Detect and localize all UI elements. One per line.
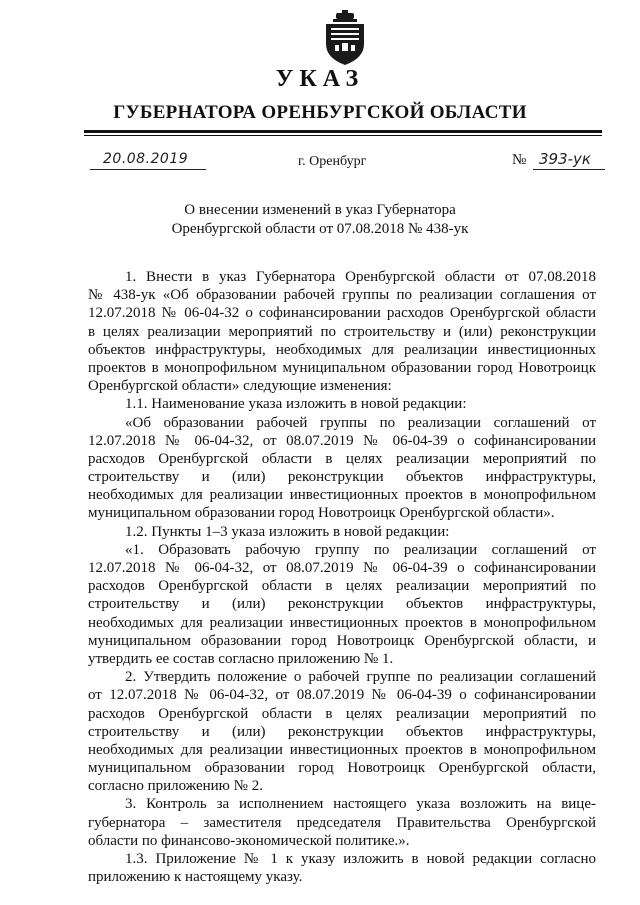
body-line: необходимых для реализации инвестиционных проектов в монопрофильном bbox=[88, 614, 596, 631]
body-line: расходов Оренбургской области в целях реализации мероприятий по bbox=[88, 578, 596, 595]
body-line: проектов в монопрофильном муниципальном образовании город Новотроицк bbox=[88, 359, 596, 376]
body-line: 1.3. Приложение № 1 к указу изложить в новой редакции согласно bbox=[125, 851, 596, 867]
body-line: муниципальном образовании город Новотроицк Оренбургской области, и bbox=[88, 632, 596, 649]
body-line: расходов Оренбургской области в целях реализации мероприятий по bbox=[88, 450, 596, 467]
date-underline bbox=[90, 169, 206, 170]
document-title: УКАЗ bbox=[275, 66, 365, 92]
body-line: «Об образовании рабочей группы по реализации соглашений от bbox=[125, 414, 596, 431]
body-line: муниципальном образовании город Новотроицк Оренбургской области, bbox=[88, 760, 596, 777]
body-line: необходимых для реализации инвестиционных проектов в монопрофильном bbox=[88, 741, 596, 758]
header-rule-thick bbox=[84, 130, 602, 133]
heading-line: О внесении изменений в указ Губернатора bbox=[184, 202, 456, 218]
body-line: строительству и (или) реконструкции объектов инфраструктуры, bbox=[88, 469, 596, 486]
body-line: 3. Контроль за исполнением настоящего указа возложить на вице- bbox=[125, 796, 596, 813]
body-line: строительству и (или) реконструкции объектов инфраструктуры, bbox=[88, 723, 596, 740]
body-line: губернатора – заместителя председателя Правительства Оренбургской bbox=[88, 814, 596, 831]
document-date: 20.08.2019 bbox=[103, 151, 189, 167]
body-line: согласно приложению № 2. bbox=[88, 778, 263, 795]
body-line: 1.2. Пункты 1–3 указа изложить в новой редакции: bbox=[125, 523, 450, 540]
number-sign: № bbox=[512, 152, 527, 168]
body-line: Оренбургской области» следующие изменения: bbox=[88, 378, 392, 395]
body-line: № 438-ук «Об образовании рабочей группы по реализации соглашения от bbox=[88, 287, 596, 304]
coat-of-arms-icon bbox=[322, 10, 368, 66]
document-city: г. Оренбург bbox=[298, 154, 367, 169]
body-line: 12.07.2018 № 06-04-32, от 08.07.2019 № 06-04-39 о софинансировании bbox=[88, 432, 596, 449]
body-line: от 12.07.2018 № 06-04-32, от 08.07.2019 № 06-04-39 о софинансировании bbox=[88, 687, 596, 704]
heading-line: Оренбургской области от 07.08.2018 № 438-ук bbox=[171, 221, 469, 237]
number-underline bbox=[533, 169, 605, 170]
body-line: объектов инфраструктуры, необходимых для реализации инвестиционных bbox=[88, 341, 596, 358]
body-line: 12.07.2018 № 06-04-32 о софинансировании расходов Оренбургской области bbox=[88, 305, 596, 322]
body-line: «1. Образовать рабочую группу по реализации соглашений от bbox=[125, 541, 596, 558]
body-line: 12.07.2018 № 06-04-32, от 08.07.2019 № 06-04-39 о софинансировании bbox=[88, 560, 596, 576]
document-subtitle: ГУБЕРНАТОРА ОРЕНБУРГСКОЙ ОБЛАСТИ bbox=[113, 102, 527, 123]
document-body bbox=[88, 268, 596, 886]
document-heading bbox=[0, 201, 640, 239]
body-line: 1. Внести в указ Губернатора Оренбургской области от 07.08.2018 bbox=[125, 269, 596, 285]
body-line: муниципальном образовании город Новотроицк Оренбургской области». bbox=[88, 505, 555, 522]
body-line: утвердить ее состав согласно приложению № 1. bbox=[88, 650, 394, 667]
body-line: области по финансово-экономической политике.». bbox=[88, 832, 410, 849]
body-line: необходимых для реализации инвестиционных проектов в монопрофильном bbox=[88, 487, 596, 504]
body-line: расходов Оренбургской области в целях реализации мероприятий по bbox=[88, 705, 596, 722]
body-line: 2. Утвердить положение о рабочей группе по реализации соглашений bbox=[125, 669, 596, 686]
body-line: приложению к настоящему указу. bbox=[88, 869, 303, 886]
body-line: в целях реализации мероприятий по строительству и (или) реконструкции bbox=[88, 323, 596, 340]
document-number: 393-ук bbox=[539, 150, 591, 168]
body-line: 1.1. Наименование указа изложить в новой редакции: bbox=[125, 396, 467, 413]
header-rule-thin bbox=[84, 135, 602, 136]
body-line: строительству и (или) реконструкции объектов инфраструктуры, bbox=[88, 596, 596, 613]
